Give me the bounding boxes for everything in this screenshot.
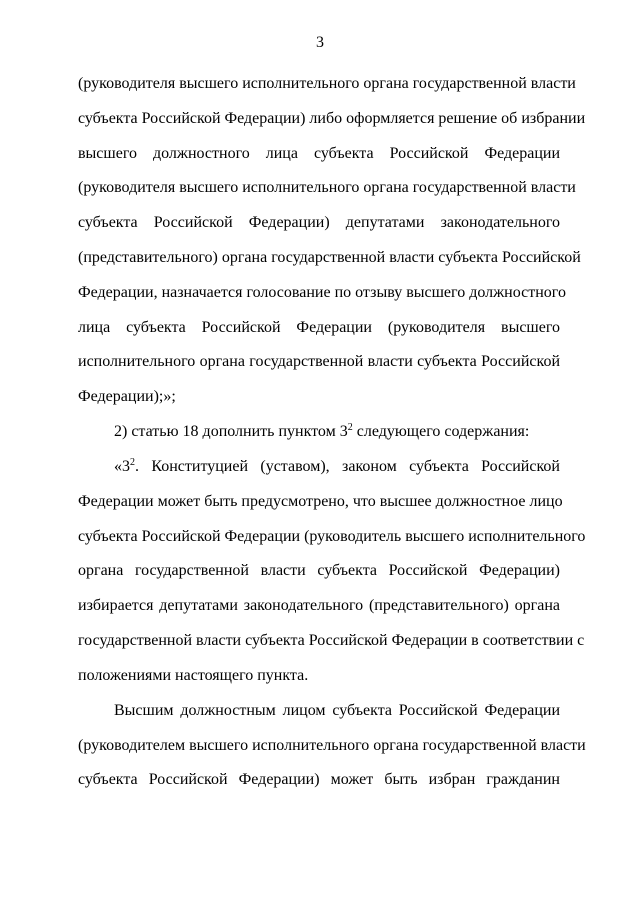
text-line: лица субъекта Российской Федерации (руководителя высшего [78, 319, 560, 336]
text-line: субъекта Российской Федерации) может быть избран гражданин [78, 771, 560, 788]
clause-first-text: . Конституцией (уставом), законом субъекта Российской [135, 458, 560, 475]
text-line: (руководителя высшего исполнительного органа государственной власти [78, 75, 576, 92]
text-line: (руководителя высшего исполнительного органа государственной власти [78, 179, 576, 196]
text-line: Федерации, назначается голосование по отзыву высшего должностного [78, 284, 566, 301]
text-line: Федерации);»; [78, 388, 176, 405]
page-number: 3 [316, 34, 324, 51]
clause-number: «3 [114, 458, 130, 475]
text-line: субъекта Российской Федерации (руководитель высшего исполнительного [78, 528, 586, 545]
text-line: субъекта Российской Федерации) депутатами законодательного [78, 214, 560, 231]
superscript: 2 [347, 422, 353, 433]
item-2-line [114, 422, 560, 442]
superscript: 2 [130, 457, 135, 468]
text-line: Федерации может быть предусмотрено, что высшее должностное лицо [78, 493, 563, 510]
text-line: органа государственной власти субъекта Российской Федерации) [78, 562, 560, 579]
text-line: (представительного) органа государственной власти субъекта Российской [78, 249, 581, 266]
clause-first-line [114, 457, 560, 477]
text-line: (руководителем высшего исполнительного органа государственной власти [78, 737, 586, 754]
text-line: субъекта Российской Федерации) либо оформляется решение об избрании [78, 110, 586, 127]
text-line: высшего должностного лица субъекта Российской Федерации [78, 145, 560, 162]
text-line: положениями настоящего пункта. [78, 667, 309, 684]
text-line: Высшим должностным лицом субъекта Российской Федерации [114, 702, 560, 719]
item-2-text-after: следующего содержания: [352, 423, 530, 440]
text-line: исполнительного органа государственной власти субъекта Российской [78, 353, 560, 370]
item-2-text: 2) статью 18 дополнить пунктом 3 [114, 423, 348, 440]
text-line: государственной власти субъекта Российской Федерации в соответствии с [78, 632, 585, 649]
text-line: избирается депутатами законодательного (представительного) органа [78, 597, 560, 614]
